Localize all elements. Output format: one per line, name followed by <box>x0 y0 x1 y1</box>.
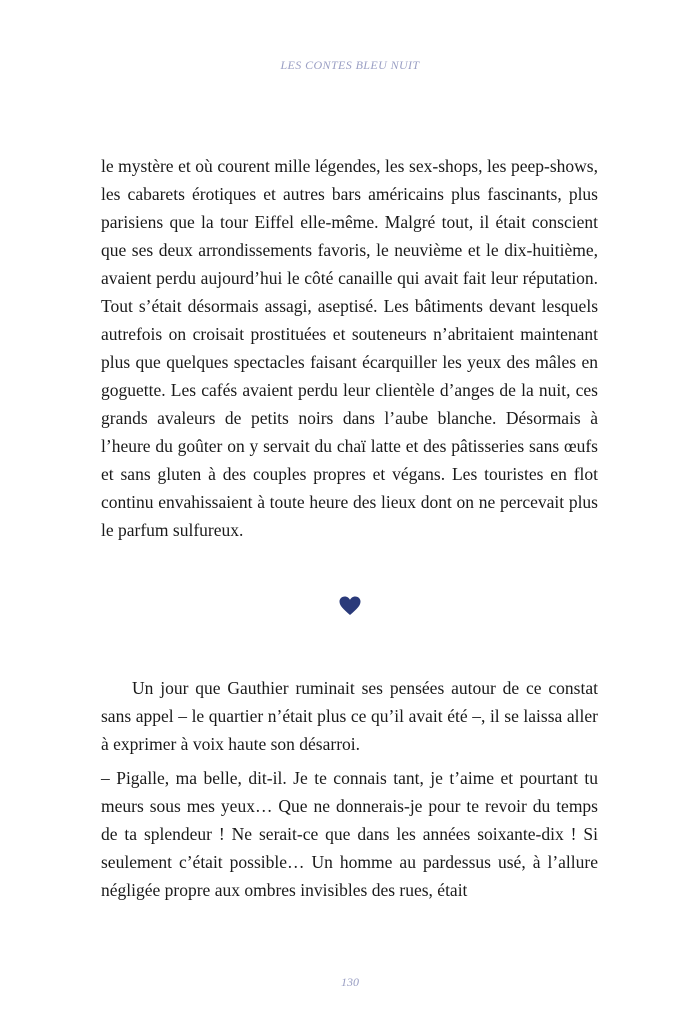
body-paragraph: le mystère et où courent mille légendes, les sex-shops, les peep-shows, les cabarets érotiques et autres bars américains plus fascinants, plus parisiens que la tour Eiffel elle-même. Malgré tout, il était conscient que ses deux arrondissements favoris, le neuvième et le dix-huitième, avaient perdu aujourd’hui le côté canaille qui avait fait leur réputation. Tout s’était désormais assagi, aseptisé. Les bâtiments devant lesquels autrefois on croisait prostituées et souteneurs n’abritaient maintenant plus que quelques spectacles faisant écarquiller les yeux des mâles en goguette. Les cafés avaient perdu leur clientèle d’anges de la nuit, ces grands avaleurs de petits noirs dans l’aube blanche. Désormais à l’heure du goûter on y servait du chaï latte et des pâtisseries sans œufs et sans gluten à des couples propres et végans. Les touristes en flot continu envahissaient à toute heure des lieux dont on ne percevait plus le parfum sulfureux. <box>101 156 598 540</box>
page-number: 130 <box>341 975 359 989</box>
body-paragraph: Un jour que Gauthier ruminait ses pensées autour de ce constat sans appel – le quartier n’était plus ce qu’il avait été –, il se laissa aller à exprimer à voix haute son désarroi. <box>101 678 598 754</box>
heart-shape <box>340 597 361 616</box>
running-head-title: LES CONTES BLEU NUIT <box>280 58 420 72</box>
heart-icon <box>339 596 361 616</box>
dialogue-paragraph: – Pigalle, ma belle, dit-il. Je te connais tant, je t’aime et pourtant tu meurs sous mes yeux… Que ne donnerais-je pour te revoir du temps de ta splendeur ! Ne serait-ce que dans les années soixante-dix ! Si seulement c’était possible… Un homme au pardessus usé, à l’allure négligée propre aux ombres invisibles des rues, était <box>101 768 598 900</box>
